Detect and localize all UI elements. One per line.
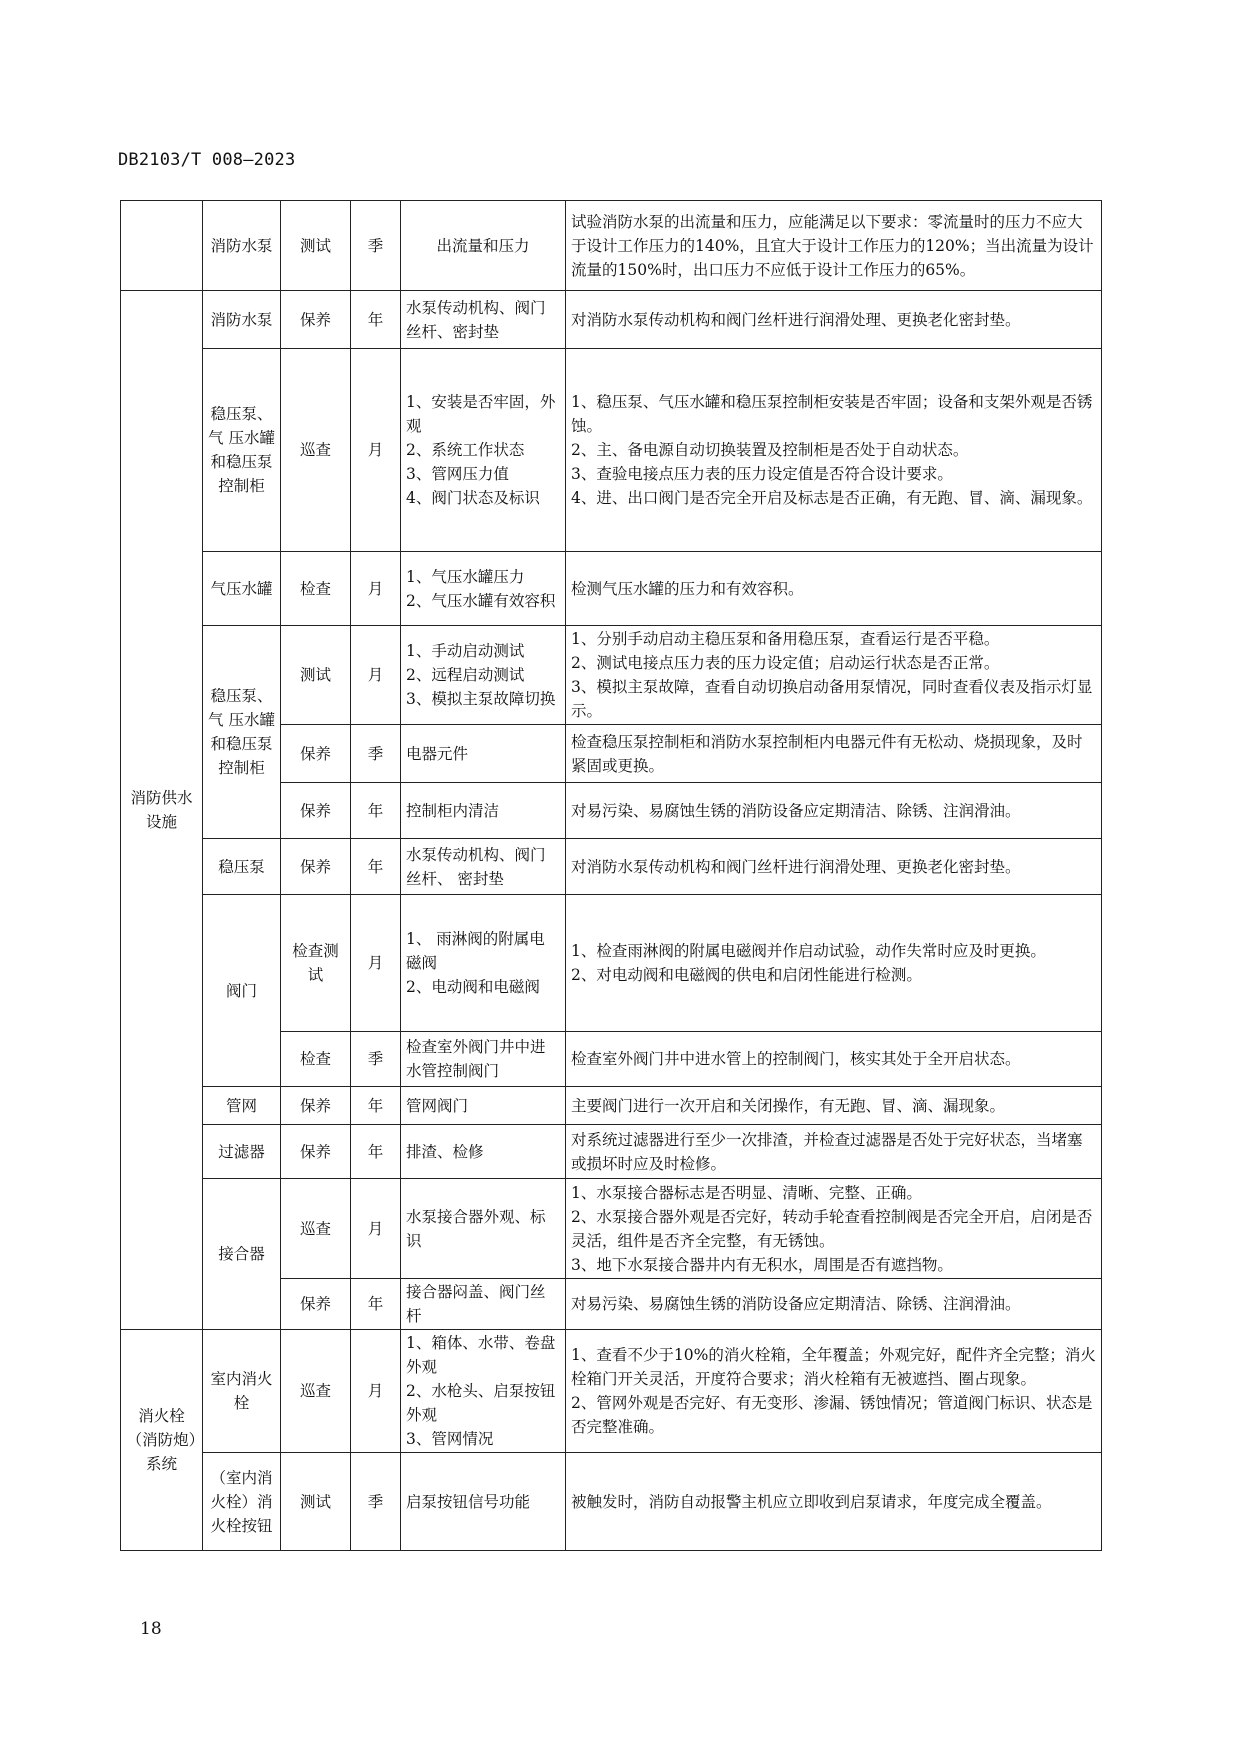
requirement-cell: 对易污染、易腐蚀生锈的消防设备应定期清洁、除锈、注润滑油。 [566,1279,1102,1330]
table-row [121,291,1102,349]
freq-cell: 月 [351,349,401,552]
requirement-cell: 被触发时，消防自动报警主机应立即收到启泵请求，年度完成全覆盖。 [566,1453,1102,1551]
content-line: 4、阀门状态及标识 [406,489,540,507]
document-code: DB2103/T 008—2023 [118,150,296,170]
content-cell [401,349,566,552]
content-line: 1、箱体、水带、卷盘外观 [406,1334,556,1376]
requirement-cell: 检查室外阀门井中进水管上的控制阀门，核实其处于全开启状态。 [566,1032,1102,1087]
content-line: 3、管网情况 [406,1430,494,1448]
type-cell: 保养 [281,1125,351,1179]
table-row [121,1453,1102,1551]
requirement-line: 3、查验电接点压力表的压力设定值是否符合设计要求。 [571,465,953,483]
type-cell: 测试 [281,626,351,725]
type-cell: 保养 [281,1087,351,1125]
content-cell: 水泵接合器外观、标识 [401,1179,566,1279]
freq-cell: 年 [351,839,401,895]
content-cell [401,626,566,725]
requirement-cell: 对系统过滤器进行至少一次排渣，并检查过滤器是否处于完好状态，当堵塞或损坏时应及时检修。 [566,1125,1102,1179]
item-cell: 消防水泵 [203,291,281,349]
item-cell: 稳压泵、气 压水罐和稳压泵控制柜 [203,349,281,552]
requirement-line: 1、查看不少于10%的消火栓箱，全年覆盖；外观完好，配件齐全完整；消火栓箱门开关灵活，开度符合要求；消火栓箱有无被遮挡、圈占现象。 [571,1346,1096,1388]
item-cell: 阀门 [203,895,281,1087]
table-row [121,1125,1102,1179]
freq-cell: 季 [351,725,401,783]
requirement-cell [566,349,1102,552]
type-cell: 检查 [281,1032,351,1087]
content-cell [401,552,566,626]
requirement-cell [566,1330,1102,1453]
freq-cell: 月 [351,1179,401,1279]
requirement-line: 2、对电动阀和电磁阀的供电和启闭性能进行检测。 [571,966,922,984]
requirement-line: 2、主、备电源自动切换装置及控制柜是否处于自动状态。 [571,441,969,459]
freq-cell: 月 [351,626,401,725]
requirement-cell [566,895,1102,1032]
content-line: 1、手动启动测试 [406,642,525,660]
freq-cell: 月 [351,895,401,1032]
type-cell: 保养 [281,725,351,783]
freq-cell: 月 [351,1330,401,1453]
item-cell: 室内消火栓 [203,1330,281,1453]
type-cell: 保养 [281,1279,351,1330]
content-line: 1、 雨淋阀的附属电磁阀 [406,930,545,972]
type-cell: 保养 [281,839,351,895]
content-cell: 电器元件 [401,725,566,783]
content-cell: 启泵按钮信号功能 [401,1453,566,1551]
item-cell: 气压水罐 [203,552,281,626]
freq-cell: 年 [351,1125,401,1179]
table-row [121,626,1102,725]
content-cell: 水泵传动机构、阀门丝杆、密封垫 [401,291,566,349]
requirement-line: 1、水泵接合器标志是否明显、清晰、完整、正确。 [571,1183,922,1202]
table-row [121,839,1102,895]
table-row [121,201,1102,291]
content-cell: 检查室外阀门井中进水管控制阀门 [401,1032,566,1087]
table-row [121,1087,1102,1125]
item-cell: 稳压泵、气 压水罐和稳压泵控制柜 [203,626,281,839]
freq-cell: 季 [351,201,401,291]
category-cell-empty [121,201,203,291]
requirement-cell: 对易污染、易腐蚀生锈的消防设备应定期清洁、除锈、注润滑油。 [566,783,1102,839]
item-cell: 过滤器 [203,1125,281,1179]
freq-cell: 月 [351,552,401,626]
content-cell [401,1330,566,1453]
category-cell: 消火栓（消防炮）系统 [121,1330,203,1551]
category-cell: 消防供水设施 [121,291,203,1330]
table-row [121,895,1102,1032]
table-row [121,1330,1102,1453]
content-cell: 管网阀门 [401,1087,566,1125]
freq-cell: 季 [351,1453,401,1551]
content-line: 2、水枪头、启泵按钮外观 [406,1382,556,1424]
content-cell: 控制柜内清洁 [401,783,566,839]
table-row [121,349,1102,552]
type-cell: 测试 [281,1453,351,1551]
content-line: 3、模拟主泵故障切换 [406,690,556,708]
content-line: 1、安装是否牢固，外观 [406,393,556,435]
type-cell: 检查 [281,552,351,626]
content-line: 1、气压水罐压力 [406,567,525,586]
content-cell: 水泵传动机构、阀门丝杆、 密封垫 [401,839,566,895]
requirement-cell [566,626,1102,725]
requirement-line: 2、管网外观是否完好、有无变形、渗漏、锈蚀情况；管道阀门标识、状态是否完整准确。 [571,1394,1093,1436]
item-cell: 稳压泵 [203,839,281,895]
item-cell: （室内消火栓）消火栓按钮 [203,1453,281,1551]
content-line: 2、系统工作状态 [406,441,525,459]
requirement-cell: 对消防水泵传动机构和阀门丝杆进行润滑处理、更换老化密封垫。 [566,839,1102,895]
requirement-cell: 检查稳压泵控制柜和消防水泵控制柜内电器元件有无松动、烧损现象，及时紧固或更换。 [566,725,1102,783]
type-cell: 保养 [281,783,351,839]
requirement-line: 1、检查雨淋阀的附属电磁阀并作启动试验，动作失常时应及时更换。 [571,942,1046,960]
requirement-cell: 对消防水泵传动机构和阀门丝杆进行润滑处理、更换老化密封垫。 [566,291,1102,349]
content-cell: 接合器闷盖、阀门丝杆 [401,1279,566,1330]
requirement-line: 1、分别手动启动主稳压泵和备用稳压泵，查看运行是否平稳。 [571,630,1000,648]
requirement-cell: 主要阀门进行一次开启和关闭操作，有无跑、冒、滴、漏现象。 [566,1087,1102,1125]
freq-cell: 年 [351,783,401,839]
content-line: 2、远程启动测试 [406,666,525,684]
requirement-cell: 检测气压水罐的压力和有效容积。 [566,552,1102,626]
freq-cell: 年 [351,291,401,349]
content-cell: 出流量和压力 [401,201,566,291]
type-cell: 检查测试 [281,895,351,1032]
freq-cell: 季 [351,1032,401,1087]
freq-cell: 年 [351,1279,401,1330]
content-line: 2、气压水罐有效容积 [406,591,556,610]
requirement-line: 3、地下水泵接合器井内有无积水，周围是否有遮挡物。 [571,1255,953,1274]
content-line: 3、管网压力值 [406,465,509,483]
table-row [121,552,1102,626]
type-cell: 保养 [281,291,351,349]
content-cell: 排渣、检修 [401,1125,566,1179]
requirement-line: 3、模拟主泵故障，查看自动切换启动备用泵情况，同时查看仪表及指示灯显示。 [571,678,1093,720]
freq-cell: 年 [351,1087,401,1125]
requirement-cell [566,1179,1102,1279]
requirement-line: 4、进、出口阀门是否完全开启及标志是否正确，有无跑、冒、滴、漏现象。 [571,489,1093,507]
content-line: 2、电动阀和电磁阀 [406,978,540,996]
table-row [121,1179,1102,1279]
type-cell: 巡查 [281,1330,351,1453]
type-cell: 巡查 [281,1179,351,1279]
requirement-line: 2、测试电接点压力表的压力设定值；启动运行状态是否正常。 [571,654,1000,672]
item-cell: 管网 [203,1087,281,1125]
maintenance-table [120,200,1102,1551]
item-cell: 接合器 [203,1179,281,1330]
requirement-cell: 试验消防水泵的出流量和压力，应能满足以下要求：零流量时的压力不应大于设计工作压力的140%，且宜大于设计工作压力的120%；当出流量为设计流量的150%时，出口压力不应低于设计工作压力的65%。 [566,201,1102,291]
item-cell: 消防水泵 [203,201,281,291]
requirement-line: 2、水泵接合器外观是否完好，转动手轮查看控制阀是否完全开启，启闭是否灵活，组件是否齐全完整，有无锈蚀。 [571,1207,1093,1250]
page-number: 18 [140,1619,162,1639]
type-cell: 巡查 [281,349,351,552]
type-cell: 测试 [281,201,351,291]
requirement-line: 1、稳压泵、气压水罐和稳压泵控制柜安装是否牢固；设备和支架外观是否锈蚀。 [571,393,1093,435]
content-cell [401,895,566,1032]
